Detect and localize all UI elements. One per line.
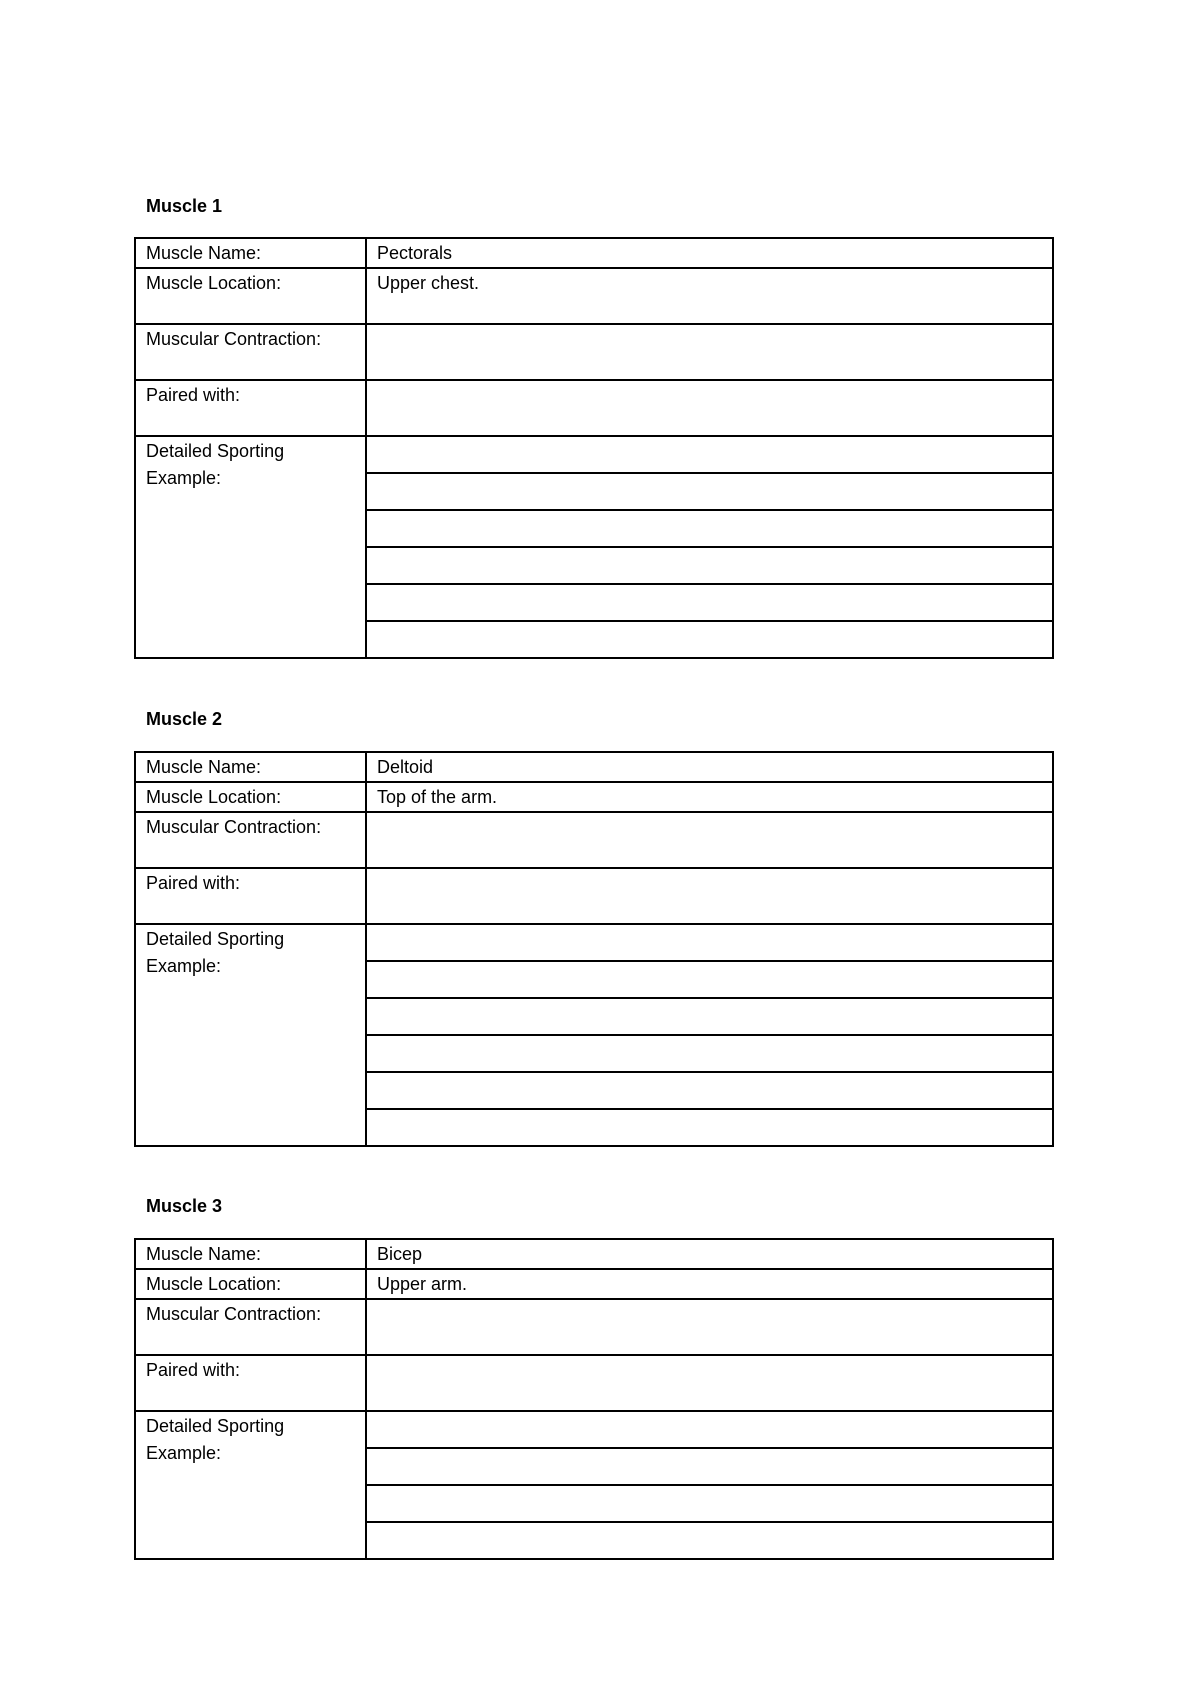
muscular-contraction-field[interactable] <box>366 324 1053 380</box>
muscle-name-label: Muscle Name: <box>135 752 366 782</box>
table-row <box>135 782 1053 812</box>
table-row <box>135 238 1053 268</box>
muscle-name-field[interactable]: Bicep <box>366 1239 1053 1269</box>
muscle-name-label: Muscle Name: <box>135 238 366 268</box>
table-row <box>135 1411 1053 1448</box>
sporting-example-line[interactable] <box>366 1411 1053 1448</box>
paired-with-field[interactable] <box>366 380 1053 436</box>
sporting-example-line[interactable] <box>366 584 1053 621</box>
muscle-location-label: Muscle Location: <box>135 268 366 324</box>
muscle-location-field[interactable]: Top of the arm. <box>366 782 1053 812</box>
table-row <box>135 752 1053 782</box>
paired-with-label: Paired with: <box>135 380 366 436</box>
paired-with-field[interactable] <box>366 1355 1053 1411</box>
muscle-name-field[interactable]: Deltoid <box>366 752 1053 782</box>
muscular-contraction-label: Muscular Contraction: <box>135 1299 366 1355</box>
table-row <box>135 436 1053 473</box>
muscular-contraction-field[interactable] <box>366 1299 1053 1355</box>
paired-with-label: Paired with: <box>135 1355 366 1411</box>
table-row <box>135 1355 1053 1411</box>
muscle-location-label: Muscle Location: <box>135 782 366 812</box>
sporting-example-line[interactable] <box>366 1448 1053 1485</box>
muscle-location-field[interactable]: Upper chest. <box>366 268 1053 324</box>
table-row <box>135 1299 1053 1355</box>
sporting-example-label: Detailed Sporting Example: <box>135 436 366 658</box>
muscle-location-field[interactable]: Upper arm. <box>366 1269 1053 1299</box>
muscle-table <box>134 237 1054 659</box>
table-row <box>135 1269 1053 1299</box>
muscle-name-label: Muscle Name: <box>135 1239 366 1269</box>
table-row <box>135 924 1053 961</box>
muscular-contraction-label: Muscular Contraction: <box>135 324 366 380</box>
muscular-contraction-label: Muscular Contraction: <box>135 812 366 868</box>
sporting-example-line[interactable] <box>366 436 1053 473</box>
sporting-example-line[interactable] <box>366 1035 1053 1072</box>
table-row <box>135 324 1053 380</box>
section-title: Muscle 2 <box>146 709 223 729</box>
muscle-location-label: Muscle Location: <box>135 1269 366 1299</box>
table-row <box>135 868 1053 924</box>
sporting-example-line[interactable] <box>366 547 1053 584</box>
sporting-example-line[interactable] <box>366 510 1053 547</box>
muscle-table <box>134 751 1054 1147</box>
paired-with-field[interactable] <box>366 868 1053 924</box>
muscle-name-field[interactable]: Pectorals <box>366 238 1053 268</box>
table-row <box>135 812 1053 868</box>
muscular-contraction-field[interactable] <box>366 812 1053 868</box>
section-title: Muscle 1 <box>146 196 223 216</box>
paired-with-label: Paired with: <box>135 868 366 924</box>
section-title: Muscle 3 <box>146 1196 223 1216</box>
sporting-example-line[interactable] <box>366 961 1053 998</box>
table-row <box>135 268 1053 324</box>
sporting-example-line[interactable] <box>366 998 1053 1035</box>
sporting-example-line[interactable] <box>366 1485 1053 1522</box>
sporting-example-line[interactable] <box>366 1109 1053 1146</box>
sporting-example-label: Detailed Sporting Example: <box>135 1411 366 1559</box>
muscle-table <box>134 1238 1054 1560</box>
sporting-example-line[interactable] <box>366 473 1053 510</box>
sporting-example-line[interactable] <box>366 1522 1053 1559</box>
sporting-example-line[interactable] <box>366 1072 1053 1109</box>
sporting-example-line[interactable] <box>366 924 1053 961</box>
table-row <box>135 1239 1053 1269</box>
sporting-example-line[interactable] <box>366 621 1053 658</box>
table-row <box>135 380 1053 436</box>
sporting-example-label: Detailed Sporting Example: <box>135 924 366 1146</box>
